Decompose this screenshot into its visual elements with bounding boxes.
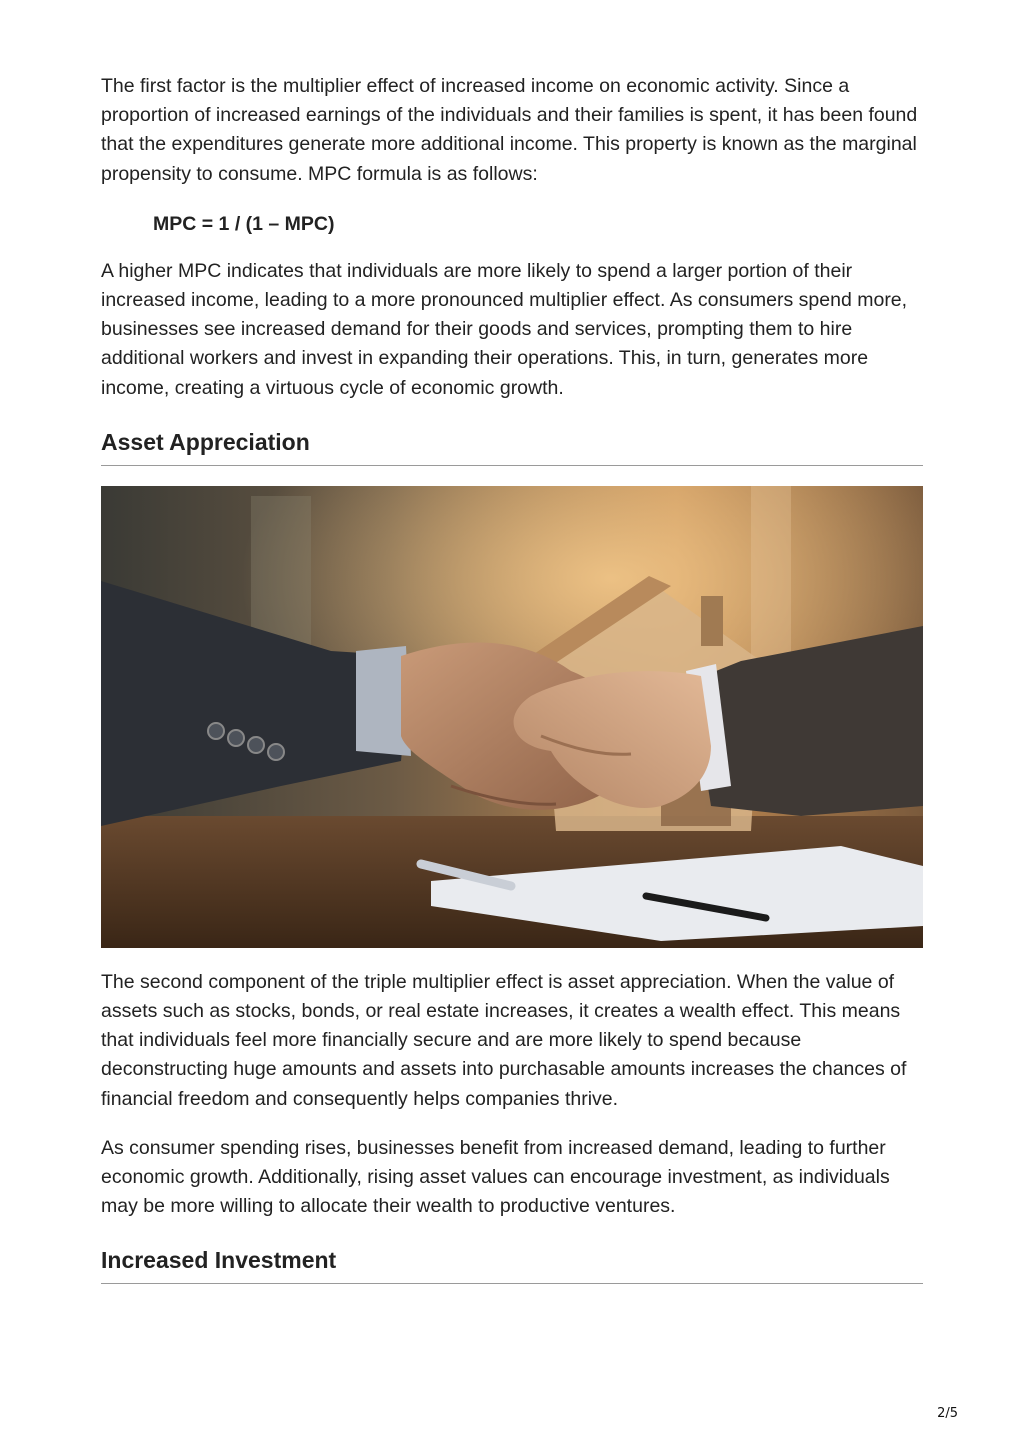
paragraph-mpc-explanation: A higher MPC indicates that individuals are more likely to spend a larger portion of their increased income, leading to a more pronounced multiplier effect. As consumers spend more, businesses see increased demand for their goods and services, prompting them to hire additional workers and invest in expanding their operations. This, in turn, generates more income, creating a virtuous cycle of economic growth.: [101, 259, 908, 399]
mpc-formula: MPC = 1 / (1 – MPC): [153, 212, 335, 235]
document-page: [101, 72, 923, 1284]
handshake-house-photo: [101, 486, 923, 948]
heading-asset-appreciation: Asset Appreciation: [101, 427, 923, 466]
heading-increased-investment: Increased Investment: [101, 1245, 923, 1284]
paragraph-asset-appreciation: The second component of the triple multiplier effect is asset appreciation. When the value of assets such as stocks, bonds, or real estate increases, it creates a wealth effect. This means that individuals feel more financially secure and are more likely to spend because deconstructing huge amounts and assets into purchasable amounts increases the chances of financial freedom and consequently helps companies thrive.: [101, 970, 907, 1110]
page-number: 2/5: [937, 1406, 958, 1421]
paragraph-multiplier-intro: The first factor is the multiplier effect of increased income on economic activity. Since a proportion of increased earnings of the individuals and their families is spent, it has been found that the expenditures generate more additional income. This property is known as the marginal propensity to consume. MPC formula is as follows:: [101, 75, 918, 185]
paragraph-consumer-spending: As consumer spending rises, businesses benefit from increased demand, leading to further economic growth. Additionally, rising asset values can encourage investment, as individuals may be more willing to allocate their wealth to productive ventures.: [101, 1136, 890, 1218]
